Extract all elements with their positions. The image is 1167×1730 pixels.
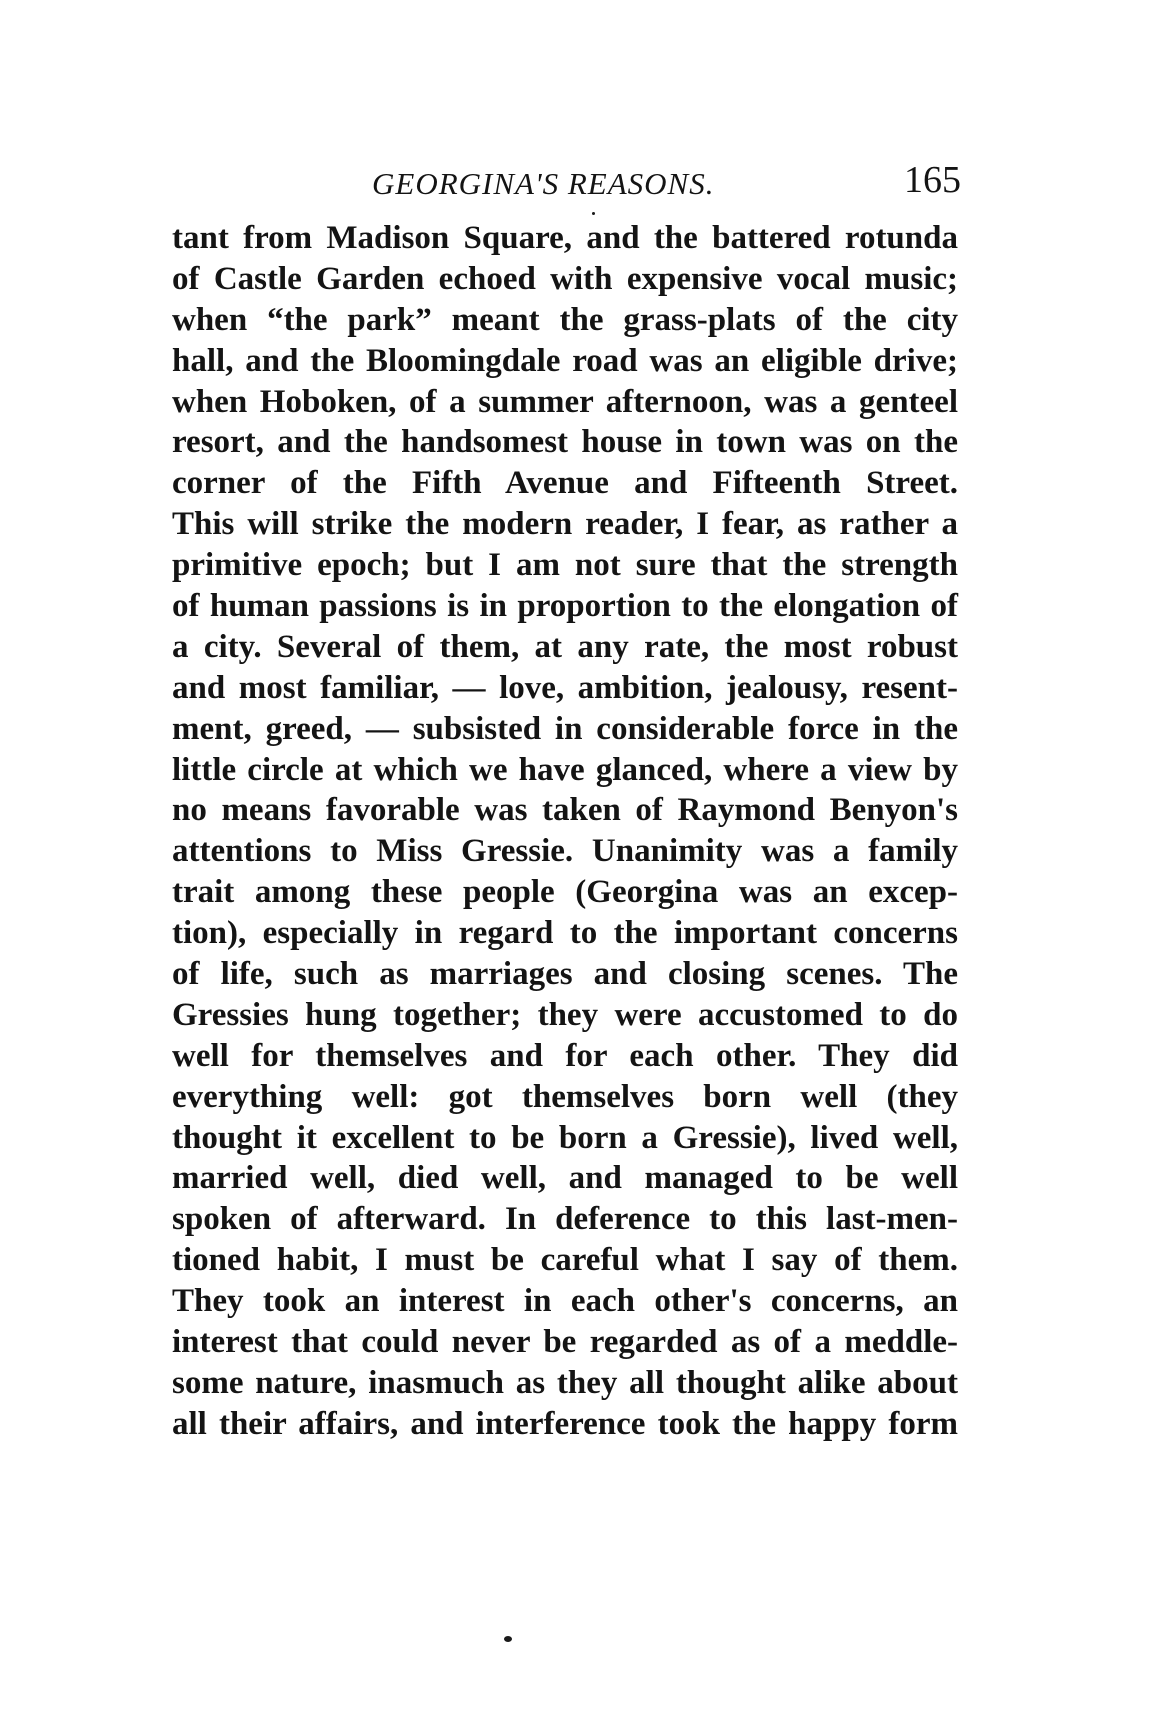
text-line: a city. Several of them, at any rate, the most robust [172,628,958,665]
text-line: and most familiar, — love, ambition, jealousy, resent- [172,669,958,706]
text-line: primitive epoch; but I am not sure that the strength [172,547,958,584]
text-line: They took an interest in each other's concerns, an [172,1283,958,1320]
body-text [172,218,958,1445]
text-line: married well, died well, and managed to be well [172,1160,958,1197]
text-line: tion), especially in regard to the important concerns [172,915,958,952]
text-line: when Hoboken, of a summer afternoon, was a genteel [172,383,958,420]
text-line: hall, and the Bloomingdale road was an eligible drive; [172,342,958,379]
header-speck-mark [592,212,595,215]
running-title: GEORGINA'S REASONS. [372,166,715,201]
text-line: everything well: got themselves born well (they [172,1078,958,1115]
text-line: of human passions is in proportion to the elongation of [172,588,958,625]
text-line: thought it excellent to be born a Gressie), lived well, [172,1119,958,1156]
running-header [0,158,1167,208]
text-line: resort, and the handsomest house in town was on the [172,424,958,461]
page-number: 165 [904,159,961,201]
text-line: spoken of afterward. In deference to this last-men- [172,1201,958,1238]
text-line: corner of the Fifth Avenue and Fifteenth Street. [172,465,958,502]
text-line: all their affairs, and interference took the happy form [172,1405,958,1442]
text-line: tant from Madison Square, and the battered rotunda [172,220,958,256]
text-line: no means favorable was taken of Raymond Benyon's [172,792,958,829]
bottom-ink-dot [504,1636,512,1642]
text-line: attentions to Miss Gressie. Unanimity was a family [172,833,958,870]
text-line: ment, greed, — subsisted in considerable force in the [172,710,958,747]
text-line: trait among these people (Georgina was an excep- [172,874,958,911]
text-line: when “the park” meant the grass-plats of the city [172,301,958,338]
text-line: little circle at which we have glanced, where a view by [172,751,958,788]
text-line: of Castle Garden echoed with expensive vocal music; [172,260,958,297]
text-line: Gressies hung together; they were accustomed to do [172,996,958,1033]
text-line: some nature, inasmuch as they all thought alike about [172,1364,958,1401]
text-line: This will strike the modern reader, I fear, as rather a [172,506,958,543]
text-line: of life, such as marriages and closing scenes. The [172,956,958,993]
text-line: interest that could never be regarded as of a meddle- [172,1324,958,1361]
text-line: tioned habit, I must be careful what I say of them. [172,1242,958,1279]
text-line: well for themselves and for each other. They did [172,1037,958,1074]
